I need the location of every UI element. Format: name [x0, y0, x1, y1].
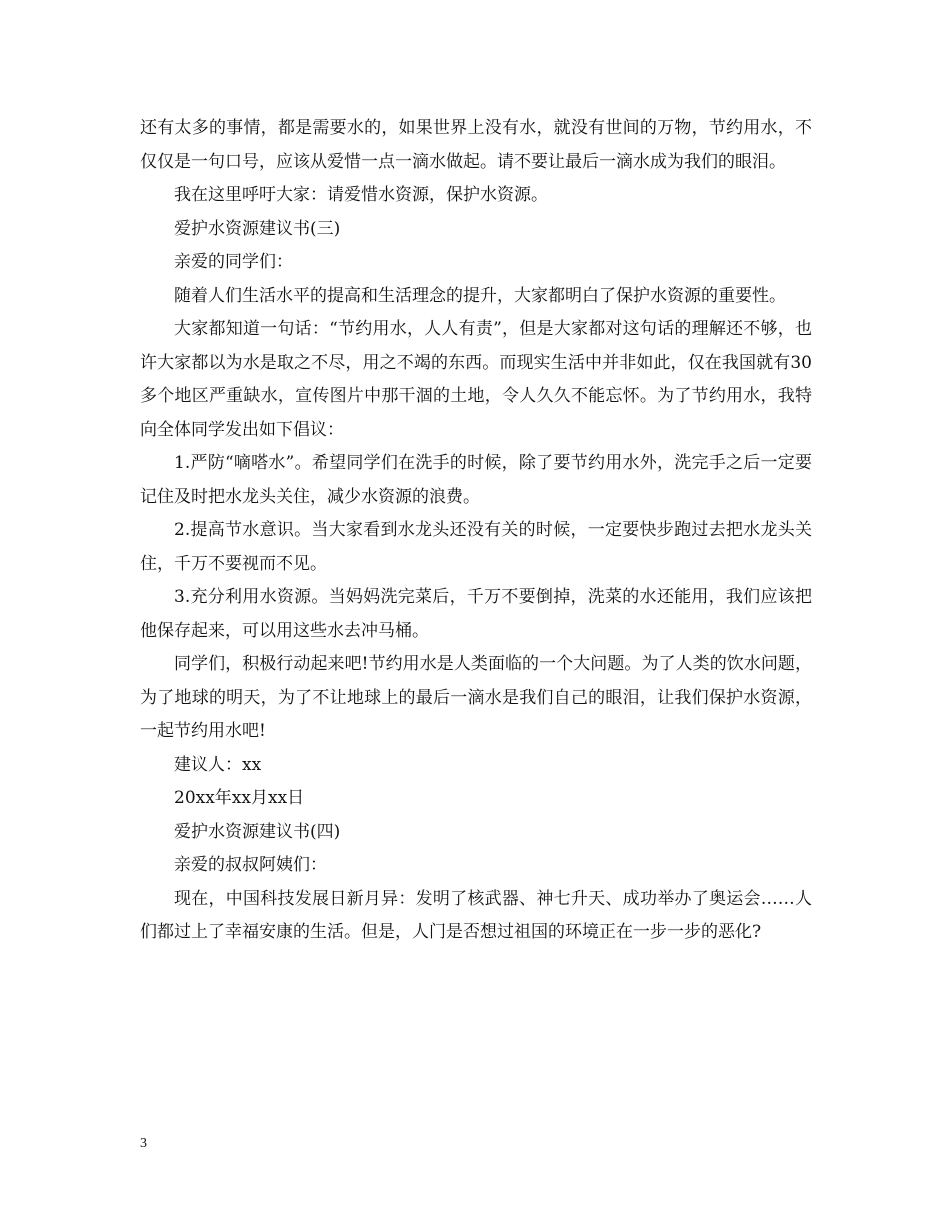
- paragraph-saying: 大家都知道一句话：“节约用水，人人有责”，但是大家都对这句话的理解还不够，也许大家都以为水是取之不尽，用之不竭的东西。而现实生活中并非如此，仅在我国就有30多个地区严重缺水，宣传图片中那干涸的土地，令人久久不能忘怀。为了节约用水，我特向全体同学发出如下倡议：: [140, 319, 812, 440]
- salutation-adults: 亲爱的叔叔阿姨们：: [174, 855, 327, 875]
- paragraph-technology: 现在，中国科技发展日新月异：发明了核武器、神七升天、成功举办了奥运会……人们都过上了幸福安康的生活。但是，人门是否想过祖国的环境正在一步一步的恶化?: [140, 888, 812, 942]
- proposal-item-3: 3.充分利用水资源。当妈妈洗完菜后，千万不要倒掉，洗菜的水还能用，我们应该把他保存起来，可以用这些水去冲马桶。: [140, 587, 812, 641]
- salutation-students: 亲爱的同学们：: [174, 252, 293, 272]
- page-number: 3: [140, 1136, 147, 1151]
- paragraph-continuation: 还有太多的事情，都是需要水的，如果世界上没有水，就没有世间的万物，节约用水，不仅仅是一句口号，应该从爱惜一点一滴水做起。请不要让最后一滴水成为我们的眼泪。: [140, 118, 812, 172]
- signature-date: 20xx年xx月xx日: [174, 788, 305, 808]
- section-title-three: 爱护水资源建议书(三): [174, 218, 341, 239]
- section-title-four: 爱护水资源建议书(四): [174, 821, 341, 842]
- proposal-item-1: 1.严防“嘀嗒水”。希望同学们在洗手的时候，除了要节约用水外，洗完手之后一定要记住及时把水龙头关住，减少水资源的浪费。: [140, 453, 812, 507]
- paragraph-appeal: 我在这里呼吁大家：请爱惜水资源，保护水资源。: [174, 185, 548, 205]
- paragraph-call-to-action: 同学们，积极行动起来吧!节约用水是人类面临的一个大问题。为了人类的饮水问题，为了地球的明天，为了不让地球上的最后一滴水是我们自己的眼泪，让我们保护水资源，一起节约用水吧!: [140, 654, 812, 741]
- proposal-item-2: 2.提高节水意识。当大家看到水龙头还没有关的时候，一定要快步跑过去把水龙头关住，千万不要视而不见。: [140, 520, 812, 574]
- paragraph-intro: 随着人们生活水平的提高和生活理念的提升，大家都明白了保护水资源的重要性。: [174, 285, 786, 306]
- signature-proposer: 建议人：xx: [174, 754, 262, 775]
- document-body: [140, 112, 812, 950]
